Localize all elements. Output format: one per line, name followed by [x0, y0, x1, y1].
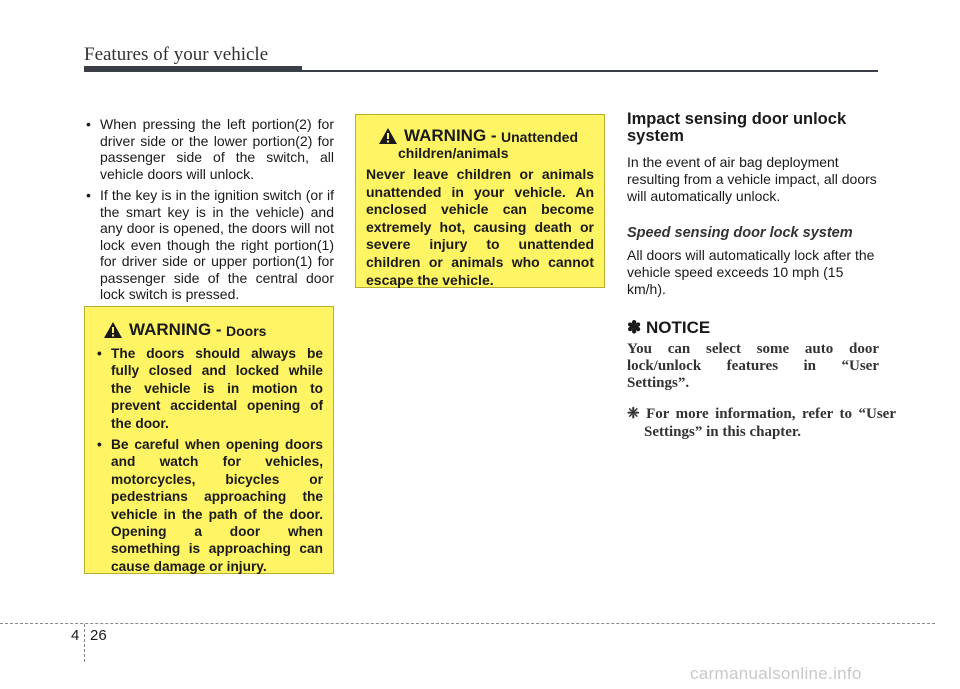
warning-topic-continued: children/animals: [398, 145, 509, 161]
warning-triangle-icon: [378, 127, 398, 145]
warning-children-heading: [378, 127, 594, 145]
header-rule: [302, 70, 878, 72]
reference-icon: ❈: [627, 406, 640, 422]
warning-doors-list: [97, 345, 323, 575]
list-item: • When pressing the left portion(2) for driver side or the lower portion(2) for passenger side of the switch, all vehicle doors will unlock.: [86, 116, 334, 182]
notice-title: ✽ NOTICE: [627, 318, 711, 337]
notice-text: You can select some auto door lock/unlock features in “User Settings”.: [627, 341, 879, 391]
bullet-icon: •: [86, 187, 91, 203]
footer-rule: [0, 623, 935, 624]
list-item: • The doors should always be fully closed and locked while the vehicle is in motion to prevent accidental opening of the door.: [97, 346, 323, 431]
left-bullet-list: [84, 116, 334, 308]
bullet-icon: •: [97, 346, 102, 361]
notice-icon: ✽: [627, 318, 642, 337]
list-item: • If the key is in the ignition switch (or if the smart key is in the vehicle) and any door is opened, the doors will not lock even though the right portion(1) for driver side or upper portion(1) for passenger side of the central door lock switch is pressed.: [86, 187, 334, 302]
page-number: 26: [90, 627, 107, 644]
impact-heading: Impact sensing door unlock system: [627, 110, 847, 145]
footer-divider: [84, 624, 85, 662]
watermark: carmanualsonline.info: [690, 664, 862, 683]
warning-label: WARNING -: [129, 320, 222, 339]
bullet-icon: •: [97, 437, 102, 453]
list-item: • Be careful when opening doors and watch for vehicles, motorcycles, bicycles or pedestrians approaching the vehicle in the path of the door. Opening a door when something is approaching can cause damage or injury.: [97, 437, 323, 574]
chapter-number: 4: [71, 627, 80, 644]
warning-label: WARNING -: [404, 126, 497, 145]
warning-doors-heading: [103, 321, 323, 339]
warning-doors-box: [84, 306, 334, 574]
warning-children-text: Never leave children or animals unattended in your vehicle. An enclosed vehicle can become extremely hot, causing death or severe injury to unattended children or animals who cannot escape the vehicle.: [366, 166, 594, 288]
warning-topic: Unattended: [501, 129, 578, 145]
notice-reference: ❈ For more information, refer to “User Settings” in this chapter.: [627, 406, 896, 440]
impact-text: In the event of air bag deployment resulting from a vehicle impact, all doors will automatically unlock.: [627, 154, 877, 204]
warning-topic: Doors: [226, 323, 267, 339]
bullet-icon: •: [86, 116, 91, 132]
page-header-title: Features of your vehicle: [84, 44, 269, 65]
speed-text: All doors will automatically lock after the vehicle speed exceeds 10 mph (15 km/h).: [627, 247, 875, 297]
speed-heading: Speed sensing door lock system: [627, 225, 853, 241]
warning-children-box: [355, 114, 605, 288]
warning-triangle-icon: [103, 321, 123, 339]
header-accent-bar: [84, 66, 302, 72]
